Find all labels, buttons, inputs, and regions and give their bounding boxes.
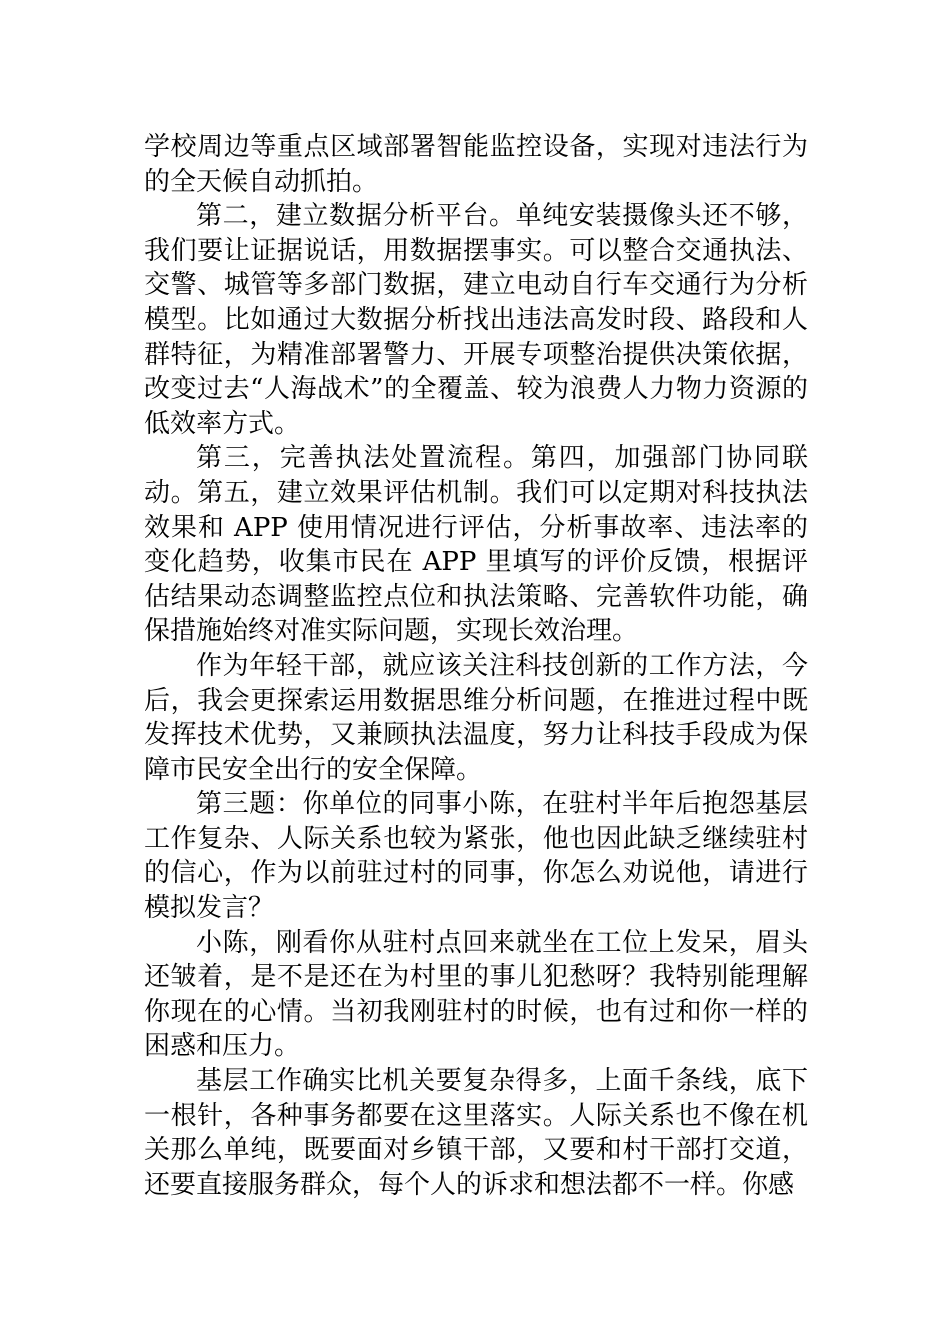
paragraph-young-cadre-summary: 作为年轻干部，就应该关注科技创新的工作方法，今后，我会更探索运用数据思维分析问题，在推进过程中既发挥技术优势，又兼顾执法温度，努力让科技手段成为保障市民安全出行的安全保障。 [144,650,808,785]
paragraph-question-three: 第三题：你单位的同事小陈，在驻村半年后抱怨基层工作复杂、人际关系也较为紧张，他也因此缺乏继续驻村的信心，作为以前驻过村的同事，你怎么劝说他，请进行模拟发言？ [144,789,808,924]
paragraph-continuation: 学校周边等重点区域部署智能监控设备，实现对违法行为的全天候自动抓拍。 [144,132,808,197]
paragraph-answer-opening: 小陈，刚看你从驻村点回来就坐在工位上发呆，眉头还皱着，是不是还在为村里的事儿犯愁呀？我特别能理解你现在的心情。当初我刚驻村的时候，也有过和你一样的困惑和压力。 [144,927,808,1062]
document-body [144,130,808,1202]
paragraph-answer-grassroots-work: 基层工作确实比机关要复杂得多，上面千条线，底下一根针，各种事务都要在这里落实。人际关系也不像在机关那么单纯，既要面对乡镇干部，又要和村干部打交道，还要直接服务群众，每个人的诉求和想法都不一样。你感 [144,1066,808,1200]
paragraph-process-and-evaluation: 第三，完善执法处置流程。第四，加强部门协同联动。第五，建立效果评估机制。我们可以定期对科技执法效果和 APP 使用情况进行评估，分析事故率、违法率的变化趋势，收集市民在 APP 里填写的评价反馈，根据评估结果动态调整监控点位和执法策略、完善软件功能，确保措施始终对准实际问题，实现长效治理。 [144,443,808,647]
paragraph-data-analysis-platform: 第二，建立数据分析平台。单纯安装摄像头还不够，我们要让证据说话，用数据摆事实。可以整合交通执法、交警、城管等多部门数据，建立电动自行车交通行为分析模型。比如通过大数据分析找出违法高发时段、路段和人群特征，为精准部署警力、开展专项整治提供决策依据，改变过去“人海战术”的全覆盖、较为浪费人力物力资源的低效率方式。 [144,201,808,439]
